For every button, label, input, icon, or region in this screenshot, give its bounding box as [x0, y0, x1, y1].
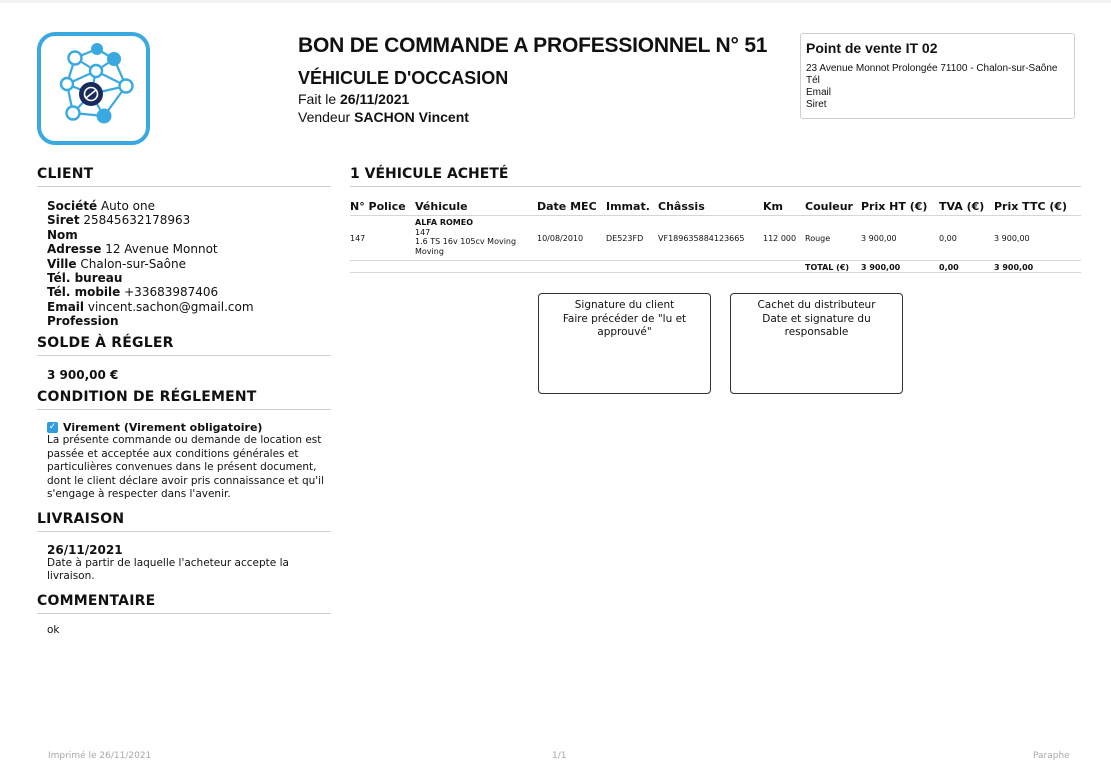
- column-header: Km: [763, 200, 805, 216]
- total-empty: [658, 261, 763, 273]
- cell-chassis: VF189635884123665: [658, 216, 763, 261]
- cell-couleur: Rouge: [805, 216, 861, 261]
- livraison-section-title: LIVRAISON: [37, 511, 331, 532]
- point-de-vente-box: [800, 33, 1075, 119]
- company-logo: [37, 32, 150, 145]
- client-field-value: +33683987406: [124, 285, 219, 300]
- signature-line: Cachet du distributeur: [757, 299, 876, 311]
- client-field-label: Profession: [47, 314, 119, 329]
- cell-prix-ttc: 3 900,00: [994, 216, 1081, 261]
- client-section-title: CLIENT: [37, 166, 331, 187]
- document-subtitle: VÉHICULE D'OCCASION: [298, 68, 509, 88]
- footer-printed-date: Imprimé le 26/11/2021: [48, 751, 152, 761]
- pdv-tel: Tél: [806, 75, 820, 86]
- column-header: Véhicule: [415, 200, 537, 216]
- total-prix-ht: 3 900,00: [861, 261, 939, 273]
- client-field-label: Ville: [47, 256, 77, 271]
- cell-date-mec: 10/08/2010: [537, 216, 606, 261]
- total-empty: [763, 261, 805, 273]
- footer-page-number: 1/1: [552, 751, 567, 761]
- signature-line: responsable: [784, 326, 849, 338]
- signature-line: approuvé": [597, 326, 652, 338]
- client-field: [47, 314, 331, 328]
- cell-immat: DE523FD: [606, 216, 658, 261]
- column-header: Châssis: [658, 200, 763, 216]
- signature-line: Signature du client: [574, 299, 675, 311]
- pdv-email: Email: [806, 87, 832, 98]
- network-nodes-logo-icon: [41, 36, 146, 141]
- document-title: BON DE COMMANDE A PROFESSIONNEL N° 51: [298, 34, 768, 57]
- total-empty: [350, 261, 415, 273]
- commentaire-section-title: COMMENTAIRE: [37, 593, 331, 614]
- signature-line: Faire précéder de "lu et: [562, 312, 687, 325]
- order-date-label: Fait le: [298, 91, 337, 107]
- client-signature-box[interactable]: [538, 293, 711, 394]
- right-column: [350, 166, 1081, 273]
- left-column: [37, 166, 331, 636]
- client-field: [47, 213, 331, 227]
- pdv-siret: Siret: [806, 99, 827, 110]
- solde-amount: 3 900,00 €: [47, 367, 119, 382]
- column-header: Immat.: [606, 200, 658, 216]
- client-field-label: Siret: [47, 213, 80, 228]
- payment-method-label: Virement (Virement obligatoire): [63, 420, 263, 434]
- column-header: Date MEC: [537, 200, 606, 216]
- vehicle-version: 1.6 TS 16v 105cv Moving: [415, 237, 517, 246]
- document-header: [298, 34, 788, 125]
- footer-paraphe: Paraphe: [1033, 751, 1070, 761]
- column-header: Prix TTC (€): [994, 200, 1081, 216]
- client-field-value: 25845632178963: [83, 213, 191, 228]
- total-empty: [537, 261, 606, 273]
- total-prix-ttc: 3 900,00: [994, 261, 1081, 273]
- client-field: [47, 257, 331, 271]
- order-date: 26/11/2021: [340, 91, 410, 107]
- client-field-value: 12 Avenue Monnot: [105, 242, 218, 257]
- total-empty: [415, 261, 537, 273]
- condition-section-title: CONDITION DE RÉGLEMENT: [37, 389, 331, 410]
- client-field: [47, 228, 331, 242]
- client-field: [47, 300, 331, 314]
- client-field-label: Nom: [47, 227, 78, 242]
- vehicle-model: 147: [415, 227, 431, 237]
- client-field: [47, 199, 331, 213]
- total-label: TOTAL (€): [805, 261, 861, 273]
- client-field-label: Tél. mobile: [47, 285, 121, 300]
- condition-text: La présente commande ou demande de location est passée et acceptée aux conditions générales et particulières convenues dans le présent document, dont le client déclare avoir pris connaissance et qu'il s'engage à respecter dans l'avenir.: [47, 434, 324, 501]
- cell-tva: 0,00: [939, 216, 994, 261]
- order-date-line: [298, 91, 788, 107]
- vehicles-table: [350, 200, 1081, 273]
- column-header: Prix HT (€): [861, 200, 939, 216]
- top-border: [0, 0, 1111, 3]
- client-field: [47, 271, 331, 285]
- total-empty: [606, 261, 658, 273]
- pdv-title: Point de vente IT 02: [806, 40, 938, 56]
- column-header: TVA (€): [939, 200, 994, 216]
- livraison-date: 26/11/2021: [47, 542, 123, 557]
- client-field: [47, 242, 331, 256]
- seller-name: SACHON Vincent: [354, 109, 469, 125]
- cell-km: 112 000: [763, 216, 805, 261]
- distributor-stamp-box[interactable]: [730, 293, 903, 394]
- checkbox-checked-icon[interactable]: ✓: [48, 421, 57, 432]
- client-field-label: Société: [47, 199, 98, 213]
- total-tva: 0,00: [939, 261, 994, 273]
- seller-label: Vendeur: [298, 109, 351, 125]
- cell-vehicle: [415, 216, 537, 261]
- column-header: Couleur: [805, 200, 861, 216]
- client-field-label: Tél. bureau: [47, 271, 123, 286]
- pdv-address: 23 Avenue Monnot Prolongée 71100 - Chalon-sur-Saône: [806, 63, 1058, 74]
- table-row: [350, 216, 1081, 261]
- client-field-label: Adresse: [47, 242, 102, 257]
- total-row: [350, 261, 1081, 273]
- vehicle-finish: Moving: [415, 246, 444, 256]
- solde-section-title: SOLDE À RÉGLER: [37, 335, 331, 356]
- livraison-body: [37, 532, 331, 584]
- payment-method: [47, 421, 331, 435]
- client-field-value: Chalon-sur-Saône: [80, 256, 186, 271]
- commentaire-text: ok: [47, 623, 60, 636]
- cell-police: 147: [350, 216, 415, 261]
- cell-prix-ht: 3 900,00: [861, 216, 939, 261]
- client-fields: [37, 187, 331, 329]
- client-field-label: Email: [47, 299, 85, 314]
- signature-line: Date et signature du: [762, 312, 871, 325]
- table-header-row: [350, 200, 1081, 216]
- vehicles-section-title: 1 VÉHICULE ACHETÉ: [350, 166, 1081, 187]
- condition-body: [37, 410, 331, 502]
- seller-line: [298, 109, 788, 125]
- client-field: [47, 285, 331, 299]
- client-field-value: Auto one: [100, 199, 155, 213]
- column-header: N° Police: [350, 200, 415, 216]
- client-field-value: vincent.sachon@gmail.com: [87, 299, 254, 314]
- vehicle-make: ALFA ROMEO: [415, 218, 473, 227]
- livraison-text: Date à partir de laquelle l'acheteur accepte la livraison.: [47, 556, 289, 583]
